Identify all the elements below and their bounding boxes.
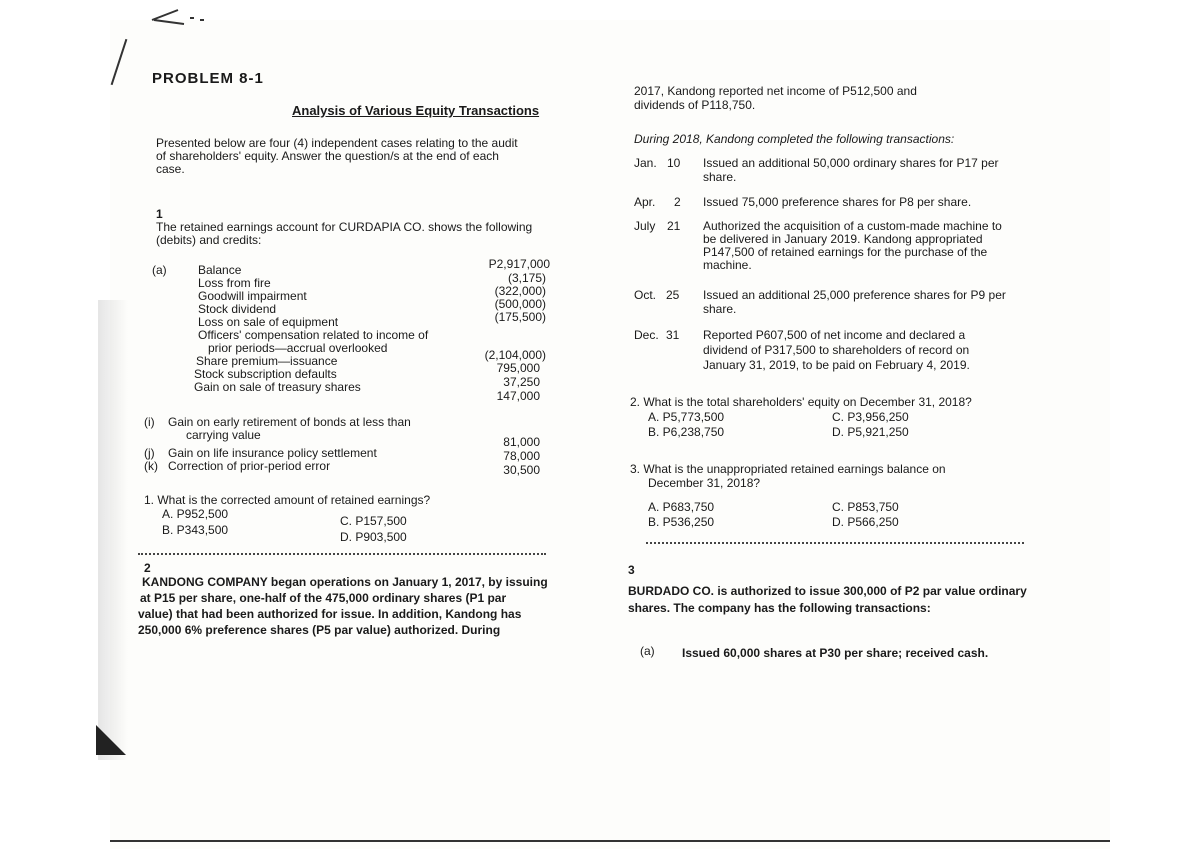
ledger-item-label: Officers' compensation related to income of: [198, 328, 429, 342]
case-2-number: 2: [144, 561, 151, 575]
ledger-item-label: Stock dividend: [198, 302, 277, 316]
case-3-line-1: BURDADO CO. is authorized to issue 300,000 of P2 par value ordinary: [628, 584, 1027, 598]
page-bottom-edge: [110, 840, 1110, 842]
ledger-item-value: (2,104,000): [484, 348, 546, 362]
marker-k: (k): [144, 459, 158, 473]
txn-text: P147,500 of retained earnings for the purchase of the: [703, 245, 988, 259]
case-1-number: 1: [156, 207, 163, 221]
section-title: Analysis of Various Equity Transactions: [292, 103, 540, 118]
case-3-item-marker: (a): [640, 644, 655, 658]
case-2-line-4: 250,000 6% preference shares (P5 par value) authorized. During: [138, 623, 501, 637]
ledger-item-label: Loss on sale of equipment: [198, 315, 339, 329]
separator-line: [646, 542, 1024, 544]
ledger-item-value: 81,000: [503, 435, 540, 449]
case-2-continued-1: 2017, Kandong reported net income of P512,500 and: [634, 84, 917, 98]
pen-scribble-mark: [150, 6, 205, 30]
case-2-line-2: at P15 per share, one-half of the 475,000 ordinary shares (P1 par: [140, 591, 507, 605]
ledger-item-label: Balance: [198, 263, 242, 277]
txn-month: Apr.: [634, 195, 656, 209]
txn-text: share.: [703, 170, 737, 184]
page-shadow: [98, 300, 128, 760]
case-1-line-2: (debits) and credits:: [156, 233, 262, 247]
txn-text: machine.: [703, 258, 752, 272]
ledger-item-label: Goodwill impairment: [198, 289, 307, 303]
case-3-number: 3: [628, 563, 635, 577]
ledger-item-label: Share premium—issuance: [196, 354, 338, 368]
ledger-item-label: carrying value: [186, 428, 261, 442]
txn-month: Oct.: [634, 288, 657, 302]
ledger-item-value: (322,000): [494, 284, 546, 298]
case-3-item-text: Issued 60,000 shares at P30 per share; received cash.: [682, 646, 989, 660]
case-2-line-1: KANDONG COMPANY began operations on January 1, 2017, by issuing: [142, 575, 548, 589]
q3-choice-a: A. P683,750: [648, 500, 715, 514]
q2-choice-b: B. P6,238,750: [648, 425, 725, 439]
ledger-item-label: Gain on sale of treasury shares: [194, 380, 361, 394]
q2-choice-c: C. P3,956,250: [832, 410, 909, 424]
ledger-item-label: Gain on life insurance policy settlement: [168, 446, 377, 460]
q1-choice-b: B. P343,500: [162, 523, 229, 537]
ledger-item-value: (3,175): [507, 271, 546, 285]
txn-text: January 31, 2019, to be paid on February 4, 2019.: [703, 358, 970, 372]
question-3-line-1: 3. What is the unappropriated retained earnings balance on: [630, 462, 946, 476]
ledger-item-value: 37,250: [503, 375, 540, 389]
txn-text: dividend of P317,500 to shareholders of record on: [703, 343, 970, 357]
q3-choice-b: B. P536,250: [648, 515, 715, 529]
case-3-line-2: shares. The company has the following transactions:: [628, 601, 931, 615]
separator-line: [138, 553, 546, 555]
ledger-item-value: P2,917,000: [488, 257, 550, 271]
ledger-item-label: Correction of prior-period error: [168, 459, 331, 473]
question-3-line-2: December 31, 2018?: [648, 476, 761, 490]
txn-month: Dec.: [634, 328, 659, 342]
marker-j: (j): [144, 446, 155, 460]
txn-day: 2: [674, 195, 681, 209]
question-1: 1. What is the corrected amount of retained earnings?: [144, 493, 431, 507]
ledger-item-value: 795,000: [496, 361, 540, 375]
ledger-item-value: 78,000: [503, 449, 540, 463]
q3-choice-d: D. P566,250: [832, 515, 899, 529]
q1-choice-c: C. P157,500: [340, 514, 407, 528]
q2-choice-a: A. P5,773,500: [648, 410, 725, 424]
case-2-continued-2: dividends of P118,750.: [634, 98, 756, 112]
ledger-item-label: Gain on early retirement of bonds at less than: [168, 415, 411, 429]
marker-i: (i): [144, 415, 155, 429]
problem-heading: PROBLEM 8-1: [152, 70, 264, 87]
ledger-item-label: Loss from fire: [198, 276, 271, 290]
ledger-item-label: Stock subscription defaults: [194, 367, 337, 381]
ledger-item-label: prior periods—accrual overlooked: [208, 341, 388, 355]
txn-text: Authorized the acquisition of a custom-made machine to: [703, 219, 1002, 233]
case-1-line-1: The retained earnings account for CURDAPIA CO. shows the following: [156, 220, 533, 234]
txn-month: July: [634, 219, 656, 233]
ledger-item-value: (175,500): [494, 310, 546, 324]
case-2-line-3: value) that had been authorized for issue. In addition, Kandong has: [138, 607, 522, 621]
txn-day: 21: [667, 219, 681, 233]
txn-text: share.: [703, 302, 737, 316]
ledger-item-value: 30,500: [503, 463, 540, 477]
transactions-intro: During 2018, Kandong completed the following transactions:: [634, 132, 955, 146]
intro-line-2: of shareholders' equity. Answer the question/s at the end of each: [156, 149, 499, 163]
q1-choice-d: D. P903,500: [340, 530, 407, 544]
intro-line-3: case.: [156, 162, 185, 176]
txn-day: 10: [667, 156, 681, 170]
txn-text: be delivered in January 2019. Kandong appropriated: [703, 232, 983, 246]
ledger-item-value: 147,000: [496, 389, 540, 403]
ledger-item-value: (500,000): [494, 297, 546, 311]
txn-text: Issued an additional 50,000 ordinary shares for P17 per: [703, 156, 999, 170]
intro-line-1: Presented below are four (4) independent cases relating to the audit: [156, 136, 518, 150]
txn-day: 31: [666, 328, 680, 342]
folded-corner: [96, 725, 126, 755]
txn-text: Issued 75,000 preference shares for P8 per share.: [703, 195, 972, 209]
txn-text: Reported P607,500 of net income and declared a: [703, 328, 966, 342]
q1-choice-a: A. P952,500: [162, 507, 229, 521]
question-2: 2. What is the total shareholders' equity on December 31, 2018?: [630, 395, 972, 409]
q3-choice-c: C. P853,750: [832, 500, 899, 514]
txn-text: Issued an additional 25,000 preference shares for P9 per: [703, 288, 1006, 302]
marker-a: (a): [152, 263, 167, 277]
q2-choice-d: D. P5,921,250: [832, 425, 909, 439]
txn-month: Jan.: [634, 156, 657, 170]
txn-day: 25: [666, 288, 680, 302]
